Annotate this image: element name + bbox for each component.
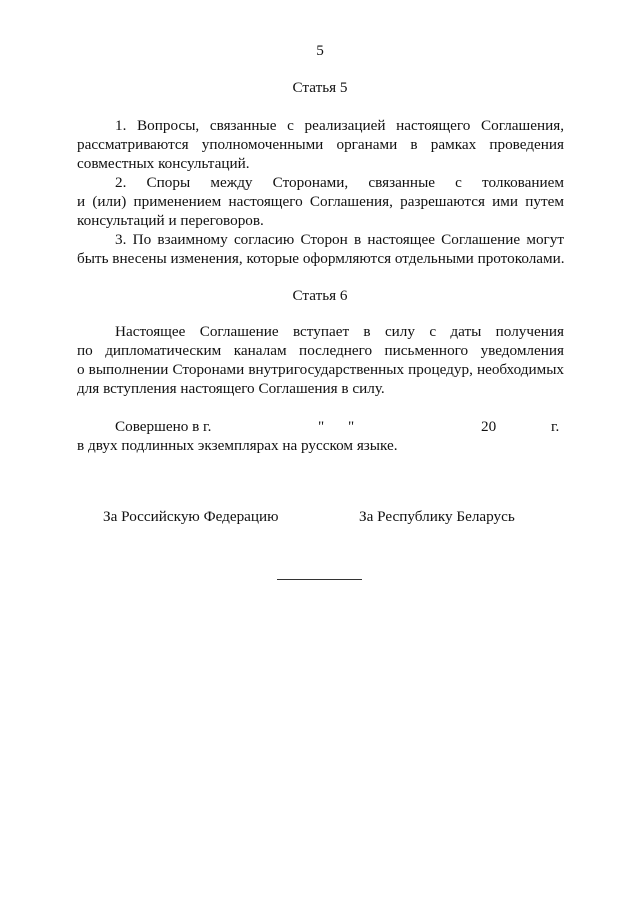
year-suffix: г.: [551, 418, 560, 435]
quote-open: ": [318, 418, 325, 435]
done-at-label: Совершено в г.: [115, 418, 212, 435]
article-5-paragraph-3: [77, 230, 564, 268]
closing-divider: [277, 579, 362, 580]
article-5-title: Статья 5: [292, 79, 348, 96]
copies-text: в двух подлинных экземплярах на русском языке.: [77, 437, 398, 454]
year-prefix: 20: [481, 418, 497, 435]
signatory-russia: За Российскую Федерацию: [103, 508, 279, 525]
paragraph-line: консультаций и переговоров.: [77, 212, 264, 229]
paragraph-line: 1. Вопросы, связанные с реализацией настоящего Соглашения,: [115, 117, 564, 134]
signatory-belarus: За Республику Беларусь: [359, 508, 515, 525]
paragraph-line: 2. Споры между Сторонами, связанные с толкованием: [115, 174, 564, 191]
paragraph-line: рассматриваются уполномоченными органами в рамках проведения: [77, 136, 564, 153]
paragraph-line: по дипломатическим каналам последнего письменного уведомления: [77, 342, 564, 359]
quote-close: ": [348, 418, 355, 435]
paragraph-line: 3. По взаимному согласию Сторон в настоящее Соглашение могут: [115, 231, 564, 248]
article-5-paragraph-1: [77, 116, 564, 173]
paragraph-line: о выполнении Сторонами внутригосударственных процедур, необходимых: [77, 361, 564, 378]
article-5-paragraph-2: [77, 173, 564, 230]
paragraph-line: и (или) применением настоящего Соглашения, разрешаются ими путем: [77, 193, 564, 210]
paragraph-line: быть внесены изменения, которые оформляются отдельными протоколами.: [77, 250, 565, 267]
page-number: 5: [316, 42, 324, 59]
paragraph-line: Настоящее Соглашение вступает в силу с даты получения: [115, 323, 564, 340]
paragraph-line: для вступления настоящего Соглашения в силу.: [77, 380, 385, 397]
paragraph-line: совместных консультаций.: [77, 155, 250, 172]
article-6-paragraph-1: [77, 322, 564, 398]
article-6-title: Статья 6: [292, 287, 348, 304]
